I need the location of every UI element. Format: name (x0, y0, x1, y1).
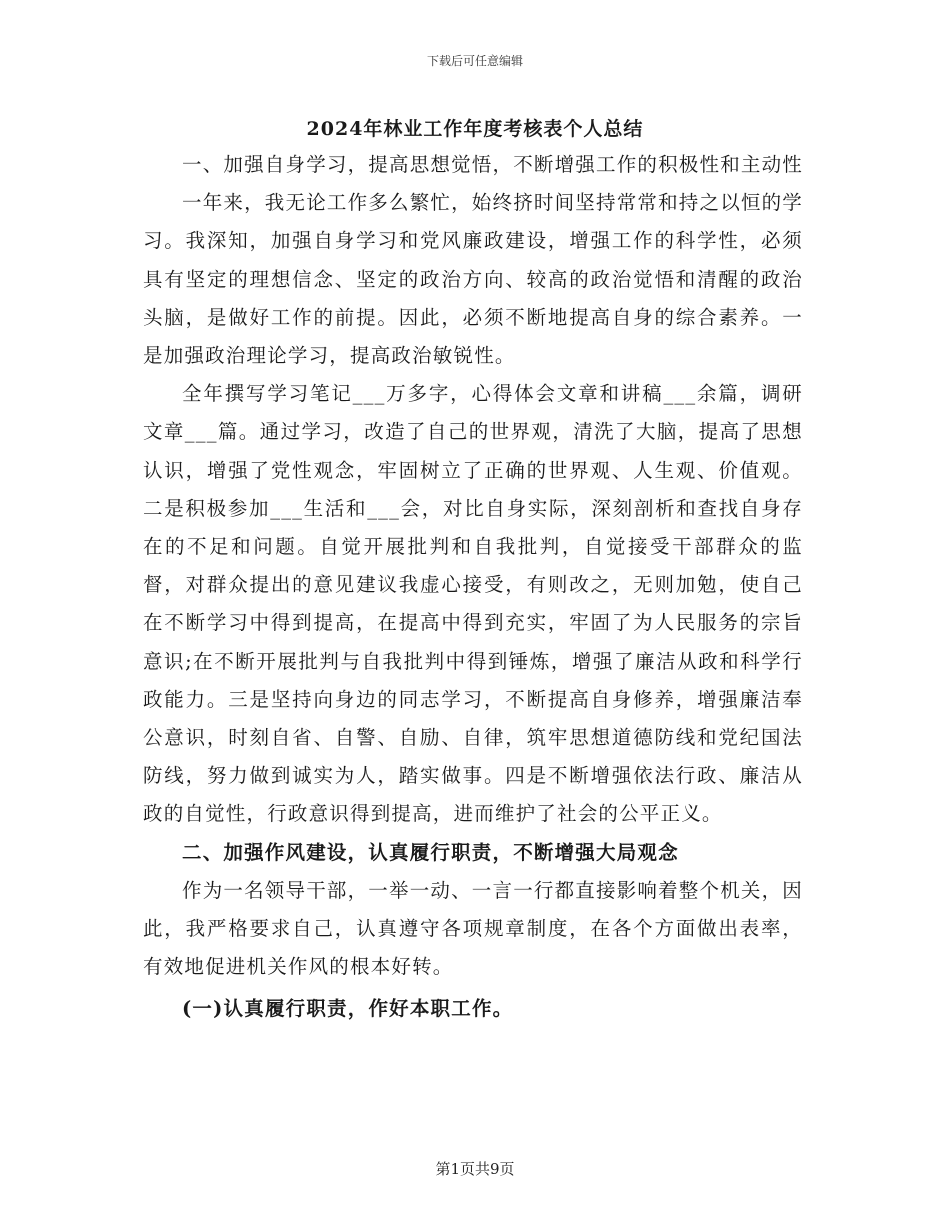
header-note: 下载后可任意编辑 (426, 54, 523, 68)
subsection-heading-1: (一)认真履行职责，作好本职工作。 (182, 997, 514, 1021)
paragraph-3: 作为一名领导干部，一举一动、一言一行都直接影响着整个机关，因此，我严格要求自己，认真遵守各项规章制度，在各个方面做出表率，有效地促进机关作风的根本好转。 (143, 878, 804, 979)
paragraph-2: 全年撰写学习笔记___万多字，心得体会文章和讲稿___余篇，调研文章___篇。通过学习，改造了自己的世界观，清洗了大脑，提高了思想认识，增强了党性观念，牢固树立了正确的世界观、人生观、价值观。二是积极参加___生活和___会，对比自身实际，深刻剖析和查找自身存在的不足和问题。自觉开展批判和自我批判，自觉接受干部群众的监督，对群众提出的意见建议我虚心接受，有则改之，无则加勉，使自己在不断学习中得到提高，在提高中得到充实，牢固了为人民服务的宗旨意识;在不断开展批判与自我批判中得到锤炼，增强了廉洁从政和科学行政能力。三是坚持向身边的同志学习，不断提高自身修养，增强廉洁奉公意识，时刻自省、自警、自励、自律，筑牢思想道德防线和党纪国法防线，努力做到诚实为人，踏实做事。四是不断增强依法行政、廉洁从政的自觉性，行政意识得到提高，进而维护了社会的公平正义。 (143, 382, 803, 826)
page-footer: 第1页共9页 (435, 1160, 515, 1178)
section-heading-1: 一、加强自身学习，提高思想觉悟，不断增强工作的积极性和主动性 (182, 153, 804, 176)
paragraph-1: 一年来，我无论工作多么繁忙，始终挤时间坚持常常和持之以恒的学习。我深知，加强自身学习和党风廉政建设，增强工作的科学性，必须具有坚定的理想信念、坚定的政治方向、较高的政治觉悟和清醒的政治头脑，是做好工作的前提。因此，必须不断地提高自身的综合素养。一是加强政治理论学习，提高政治敏锐性。 (143, 191, 804, 368)
document-body (143, 146, 803, 1029)
document-title: 2024年林业工作年度考核表个人总结 (306, 118, 644, 140)
section-heading-2: 二、加强作风建设，认真履行职责，不断增强大局观念 (182, 840, 679, 864)
